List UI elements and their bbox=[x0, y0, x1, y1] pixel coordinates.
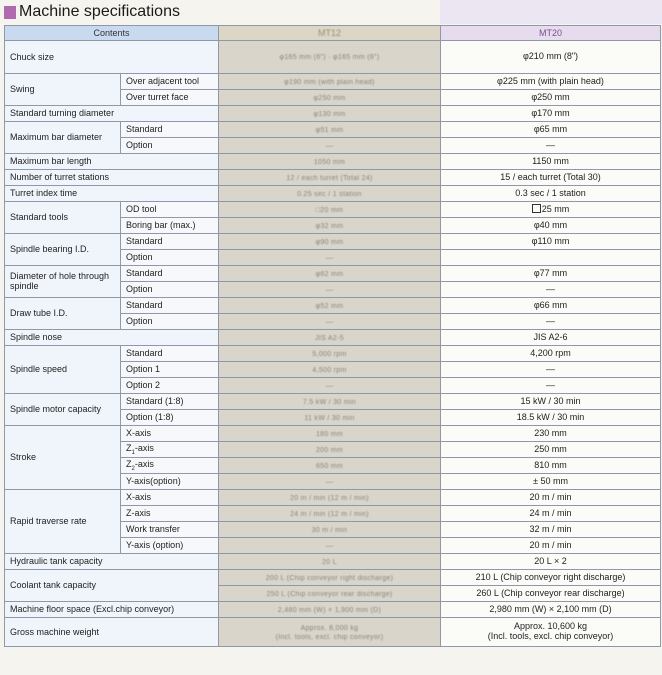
table-row bbox=[5, 186, 661, 202]
header-contents: Contents bbox=[5, 26, 219, 41]
mt20-value-text: (Incl. tools, excl. chip conveyor) bbox=[487, 631, 614, 641]
old-value bbox=[219, 378, 441, 394]
old-value-text: (Incl. tools, excl. chip conveyor) bbox=[275, 634, 384, 641]
mt20-value: φ65 mm bbox=[441, 122, 661, 138]
mt20-value: 0.3 sec / 1 station bbox=[441, 186, 661, 202]
old-value bbox=[219, 442, 441, 458]
old-value-text: 250 L (Chip conveyor rear discharge) bbox=[266, 590, 393, 598]
old-value-text: — bbox=[325, 142, 334, 150]
mt20-value: — bbox=[441, 378, 661, 394]
old-value-text: 5,000 rpm bbox=[312, 350, 347, 358]
mt20-value-text: 25 mm bbox=[541, 204, 570, 215]
row-sublabel: OD tool bbox=[121, 202, 219, 218]
old-value bbox=[219, 138, 441, 154]
mt20-value: 1150 mm bbox=[441, 154, 661, 170]
row-label: Stroke bbox=[5, 426, 121, 490]
mt20-value: 18.5 kW / 30 min bbox=[441, 410, 661, 426]
row-sublabel: Y-axis (option) bbox=[121, 538, 219, 554]
mt20-value: 20 m / min bbox=[441, 490, 661, 506]
mt20-value: 250 mm bbox=[441, 442, 661, 458]
spec-table bbox=[4, 25, 661, 647]
mt20-value-text: Approx. 10,600 kg bbox=[513, 621, 588, 632]
axis-suffix: -axis bbox=[134, 458, 154, 469]
row-sublabel: Standard bbox=[121, 122, 219, 138]
row-sublabel: Over turret face bbox=[121, 90, 219, 106]
mt20-value bbox=[441, 618, 661, 647]
mt20-value: φ210 mm (8") bbox=[441, 41, 661, 74]
old-value bbox=[219, 474, 441, 490]
old-value bbox=[219, 618, 441, 647]
old-value-text: — bbox=[325, 318, 334, 326]
mt20-value: — bbox=[441, 362, 661, 378]
mt20-value: ± 50 mm bbox=[441, 474, 661, 490]
old-value bbox=[219, 522, 441, 538]
row-sublabel: Standard bbox=[121, 346, 219, 362]
old-value-text: φ165 mm (6") · φ165 mm (6") bbox=[279, 54, 380, 62]
old-value-text: — bbox=[325, 542, 334, 550]
old-value-text: φ90 mm bbox=[315, 238, 344, 246]
old-value bbox=[219, 90, 441, 106]
row-sublabel: Y-axis(option) bbox=[121, 474, 219, 490]
old-value-text: 200 L (Chip conveyor right discharge) bbox=[265, 574, 394, 582]
axis-letter: Z bbox=[126, 458, 132, 469]
page-title-text: Machine specifications bbox=[19, 3, 180, 20]
old-value bbox=[219, 314, 441, 330]
row-label: Standard turning diameter bbox=[5, 106, 219, 122]
row-label: Spindle motor capacity bbox=[5, 394, 121, 426]
old-value bbox=[219, 394, 441, 410]
table-row bbox=[5, 202, 661, 218]
old-value bbox=[219, 234, 441, 250]
old-value bbox=[219, 266, 441, 282]
axis-subscript: 1 bbox=[131, 449, 135, 456]
old-value-text: 2,480 mm (W) × 1,900 mm (D) bbox=[277, 606, 382, 614]
mt20-value: 2,980 mm (W) × 2,100 mm (D) bbox=[441, 602, 661, 618]
old-value-text: 4,500 rpm bbox=[312, 366, 347, 374]
mt20-value: — bbox=[441, 282, 661, 298]
mt20-value: φ66 mm bbox=[441, 298, 661, 314]
mt20-value: φ225 mm (with plain head) bbox=[441, 74, 661, 90]
table-row bbox=[5, 122, 661, 138]
old-value bbox=[219, 282, 441, 298]
row-sublabel: Option 2 bbox=[121, 378, 219, 394]
table-row bbox=[5, 570, 661, 586]
table-row bbox=[5, 266, 661, 282]
mt20-value: 15 / each turret (Total 30) bbox=[441, 170, 661, 186]
old-value bbox=[219, 410, 441, 426]
mt20-value: — bbox=[441, 138, 661, 154]
row-sublabel bbox=[121, 442, 219, 458]
table-row bbox=[5, 346, 661, 362]
table-row bbox=[5, 618, 661, 647]
old-value-text: — bbox=[325, 286, 334, 294]
axis-letter: Z bbox=[126, 442, 132, 453]
row-label: Coolant tank capacity bbox=[5, 570, 219, 602]
row-label: Number of turret stations bbox=[5, 170, 219, 186]
old-value bbox=[219, 538, 441, 554]
old-value-text: 180 mm bbox=[315, 430, 344, 438]
old-value-text: 24 m / min (12 m / min) bbox=[290, 510, 369, 518]
row-sublabel: Option 1 bbox=[121, 362, 219, 378]
mt20-value bbox=[441, 250, 661, 266]
table-row bbox=[5, 394, 661, 410]
row-sublabel: Standard bbox=[121, 234, 219, 250]
row-sublabel: Option bbox=[121, 250, 219, 266]
old-value bbox=[219, 506, 441, 522]
row-label: Rapid traverse rate bbox=[5, 490, 121, 554]
row-sublabel: Standard (1:8) bbox=[121, 394, 219, 410]
old-value-text: 1050 mm bbox=[313, 158, 346, 166]
mt20-value: 32 m / min bbox=[441, 522, 661, 538]
row-label: Gross machine weight bbox=[5, 618, 219, 647]
row-label: Maximum bar length bbox=[5, 154, 219, 170]
row-sublabel: X-axis bbox=[121, 490, 219, 506]
mt20-value: φ77 mm bbox=[441, 266, 661, 282]
mt20-value: 20 L × 2 bbox=[441, 554, 661, 570]
old-value bbox=[219, 41, 441, 74]
mt20-value: 24 m / min bbox=[441, 506, 661, 522]
row-label: Standard tools bbox=[5, 202, 121, 234]
row-label: Maximum bar diameter bbox=[5, 122, 121, 154]
old-value bbox=[219, 218, 441, 234]
old-value bbox=[219, 490, 441, 506]
old-value-text: 11 kW / 30 min bbox=[304, 414, 355, 422]
row-label: Spindle speed bbox=[5, 346, 121, 394]
old-value bbox=[219, 458, 441, 474]
old-value bbox=[219, 122, 441, 138]
old-value bbox=[219, 554, 441, 570]
header-old-text: MT12 bbox=[317, 27, 341, 38]
mt20-value: φ250 mm bbox=[441, 90, 661, 106]
old-value-text: 30 m / min bbox=[311, 526, 348, 534]
old-value bbox=[219, 346, 441, 362]
old-value bbox=[219, 586, 441, 602]
row-label: Spindle nose bbox=[5, 330, 219, 346]
table-header-row bbox=[5, 26, 661, 41]
table-row bbox=[5, 298, 661, 314]
old-value-text: 650 mm bbox=[315, 462, 344, 470]
old-value-text: — bbox=[325, 478, 334, 486]
row-sublabel: Boring bar (max.) bbox=[121, 218, 219, 234]
old-value bbox=[219, 170, 441, 186]
old-value bbox=[219, 186, 441, 202]
table-row bbox=[5, 154, 661, 170]
header-old-model bbox=[219, 26, 441, 41]
header-band bbox=[440, 0, 662, 24]
table-row bbox=[5, 74, 661, 90]
page-title bbox=[4, 1, 180, 23]
old-value bbox=[219, 362, 441, 378]
table-row bbox=[5, 426, 661, 442]
old-value-text: 12 / each turret (Total 24) bbox=[286, 174, 373, 182]
table-row bbox=[5, 602, 661, 618]
old-value-text: φ250 mm bbox=[313, 94, 346, 102]
old-value bbox=[219, 298, 441, 314]
mt20-value: φ110 mm bbox=[441, 234, 661, 250]
row-sublabel: Standard bbox=[121, 266, 219, 282]
mt20-value: 260 L (Chip conveyor rear discharge) bbox=[441, 586, 661, 602]
old-value-text: φ52 mm bbox=[315, 302, 344, 310]
table-row bbox=[5, 330, 661, 346]
mt20-value: 810 mm bbox=[441, 458, 661, 474]
old-value bbox=[219, 74, 441, 90]
old-value-text: JIS A2-5 bbox=[315, 334, 344, 342]
old-value bbox=[219, 602, 441, 618]
old-value bbox=[219, 154, 441, 170]
row-sublabel: Work transfer bbox=[121, 522, 219, 538]
row-sublabel: Option bbox=[121, 282, 219, 298]
table-row bbox=[5, 554, 661, 570]
axis-subscript: 2 bbox=[131, 465, 135, 472]
title-square-icon bbox=[4, 6, 16, 19]
row-sublabel bbox=[121, 458, 219, 474]
row-sublabel: Option bbox=[121, 314, 219, 330]
table-row bbox=[5, 41, 661, 74]
old-value bbox=[219, 106, 441, 122]
mt20-value: 20 m / min bbox=[441, 538, 661, 554]
old-value bbox=[219, 426, 441, 442]
old-value-text: — bbox=[325, 254, 334, 262]
row-label: Chuck size bbox=[5, 41, 219, 74]
old-value-text: 20 m / min (12 m / min) bbox=[290, 494, 369, 502]
table-row bbox=[5, 490, 661, 506]
old-value-text: — bbox=[325, 382, 334, 390]
row-sublabel: Option bbox=[121, 138, 219, 154]
old-value-text: φ62 mm bbox=[315, 270, 344, 278]
row-label: Hydraulic tank capacity bbox=[5, 554, 219, 570]
row-label: Diameter of hole through spindle bbox=[5, 266, 121, 298]
table-row bbox=[5, 170, 661, 186]
header-mt20: MT20 bbox=[441, 26, 661, 41]
mt20-value: 4,200 rpm bbox=[441, 346, 661, 362]
mt20-value bbox=[441, 202, 661, 218]
old-value bbox=[219, 570, 441, 586]
mt20-value: JIS A2-6 bbox=[441, 330, 661, 346]
axis-suffix: -axis bbox=[134, 442, 154, 453]
old-value-text: 20 L bbox=[322, 558, 337, 566]
mt20-value: φ170 mm bbox=[441, 106, 661, 122]
old-value-text: φ32 mm bbox=[315, 222, 344, 230]
mt20-value: 210 L (Chip conveyor right discharge) bbox=[441, 570, 661, 586]
old-value bbox=[219, 330, 441, 346]
mt20-value: — bbox=[441, 314, 661, 330]
old-value-text: Approx. 8,000 kg bbox=[300, 624, 359, 632]
old-value-text: φ130 mm bbox=[313, 110, 346, 118]
old-value-text: 200 mm bbox=[315, 446, 344, 454]
old-value-text: φ190 mm (with plain head) bbox=[284, 78, 375, 86]
row-sublabel: Z-axis bbox=[121, 506, 219, 522]
old-value-text: 7.5 kW / 30 min bbox=[302, 398, 357, 406]
mt20-value: 230 mm bbox=[441, 426, 661, 442]
old-value-text: □20 mm bbox=[315, 206, 344, 214]
old-value-text: φ51 mm bbox=[315, 126, 344, 134]
row-sublabel: X-axis bbox=[121, 426, 219, 442]
row-label: Draw tube I.D. bbox=[5, 298, 121, 330]
row-label: Swing bbox=[5, 74, 121, 106]
row-label: Spindle bearing I.D. bbox=[5, 234, 121, 266]
row-label: Turret index time bbox=[5, 186, 219, 202]
table-row bbox=[5, 234, 661, 250]
old-value bbox=[219, 202, 441, 218]
old-value bbox=[219, 250, 441, 266]
mt20-value: 15 kW / 30 min bbox=[441, 394, 661, 410]
table-row bbox=[5, 106, 661, 122]
mt20-value: φ40 mm bbox=[441, 218, 661, 234]
old-value-text: 0.25 sec / 1 station bbox=[297, 190, 362, 198]
row-sublabel: Standard bbox=[121, 298, 219, 314]
row-label: Machine floor space (Excl.chip conveyor) bbox=[5, 602, 219, 618]
row-sublabel: Over adjacent tool bbox=[121, 74, 219, 90]
row-sublabel: Option (1:8) bbox=[121, 410, 219, 426]
square-section-icon bbox=[532, 204, 541, 213]
